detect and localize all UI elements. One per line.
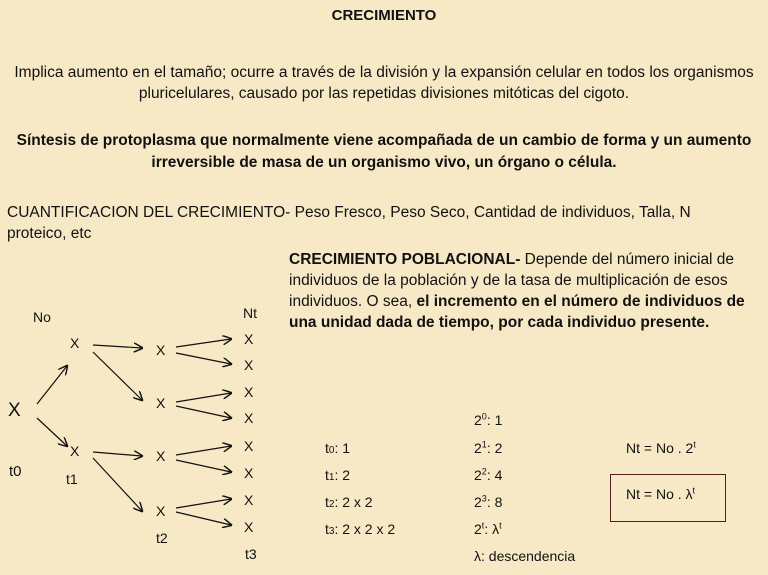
arrow-c-b4 — [93, 458, 142, 511]
arrow-c-b3 — [93, 452, 142, 456]
formula-exponential: Nt = No . 2$^t$ — [626, 439, 696, 456]
power-row-t: 2$^t$: $\lambda^t$ — [474, 520, 502, 537]
node-x2c: X — [156, 448, 166, 464]
node-x0: X — [8, 400, 21, 421]
time-label-t3: t3 — [245, 546, 257, 562]
time-step-3: t3: 2 x 2 x 2 — [325, 521, 396, 537]
arrow-x0-down — [37, 418, 67, 446]
time-label-t1: t1 — [66, 471, 78, 487]
arrow-b2-n4 — [176, 406, 231, 418]
arrow-b3-n6 — [176, 460, 231, 472]
node-x3-8: X — [244, 519, 254, 535]
time-step-0: t0: 1 — [325, 440, 351, 456]
arrow-x0-up — [37, 366, 67, 404]
node-x1a: X — [70, 335, 80, 351]
time-label-t2: t2 — [156, 530, 168, 546]
power-row-0: $2^0$: 1 — [474, 411, 503, 428]
page-title: CRECIMIENTO — [331, 7, 437, 24]
node-x3-5: X — [244, 438, 254, 454]
node-x2b: X — [156, 395, 166, 411]
power-row-3: $2^3$: 8 — [474, 493, 503, 510]
quantification-text: CUANTIFICACION DEL CRECIMIENTO- Peso Fresco, Peso Seco, Cantidad de individuos, Talla, N proteico, etc — [7, 204, 691, 242]
node-x3-6: X — [244, 465, 254, 481]
node-x3-3: X — [244, 384, 254, 400]
node-x3-7: X — [244, 492, 254, 508]
arrow-b1-n2 — [176, 353, 231, 364]
node-x2a: X — [156, 342, 166, 358]
arrow-b3-n5 — [176, 446, 231, 455]
synthesis-text: Síntesis de protoplasma que normalmente viene acompañada de un cambio de forma y un aumento irreversible de masa de un organismo vivo, un órgano o célula. — [16, 132, 752, 171]
population-description: Depende del número inicial de individuos de la población y de la tasa de multiplicación de esos individuos. O sea, — [289, 251, 735, 310]
time-step-2: t2: 2 x 2 — [325, 494, 373, 510]
lambda-note: λ: descendencia — [474, 548, 576, 564]
arrow-a-b1 — [93, 345, 142, 348]
node-x3-4: X — [244, 410, 254, 426]
formula-lambda: Nt = No . $\lambda^t$ — [626, 485, 696, 502]
arrow-b4-n8 — [176, 512, 231, 525]
arrow-b4-n7 — [176, 499, 231, 508]
time-label-t0: t0 — [9, 463, 22, 480]
time-step-1: t1: 2 — [325, 467, 351, 483]
node-x3-1: X — [244, 331, 254, 347]
population-definition: el incremento en el número de individuos de una unidad dada de tiempo, por cada individuo presente. — [289, 293, 745, 331]
node-x3-2: X — [244, 357, 254, 373]
node-x2d: X — [156, 503, 166, 519]
arrow-b1-n1 — [176, 339, 231, 347]
population-heading: CRECIMIENTO POBLACIONAL- — [289, 251, 521, 268]
arrow-a-b2 — [93, 352, 142, 400]
node-x1b: X — [70, 443, 80, 459]
arrow-b2-n3 — [176, 393, 231, 402]
no-label: No — [33, 309, 51, 325]
nt-label: Nt — [243, 305, 257, 321]
power-row-1: $2^1$: 2 — [474, 439, 503, 456]
power-row-2: $2^2$: 4 — [474, 466, 503, 483]
definition-text: Implica aumento en el tamaño; ocurre a través de la división y la expansión celular en todos los organismos pluricelulares, causado por las repetidas divisiones mitóticas del cigoto. — [14, 64, 754, 102]
